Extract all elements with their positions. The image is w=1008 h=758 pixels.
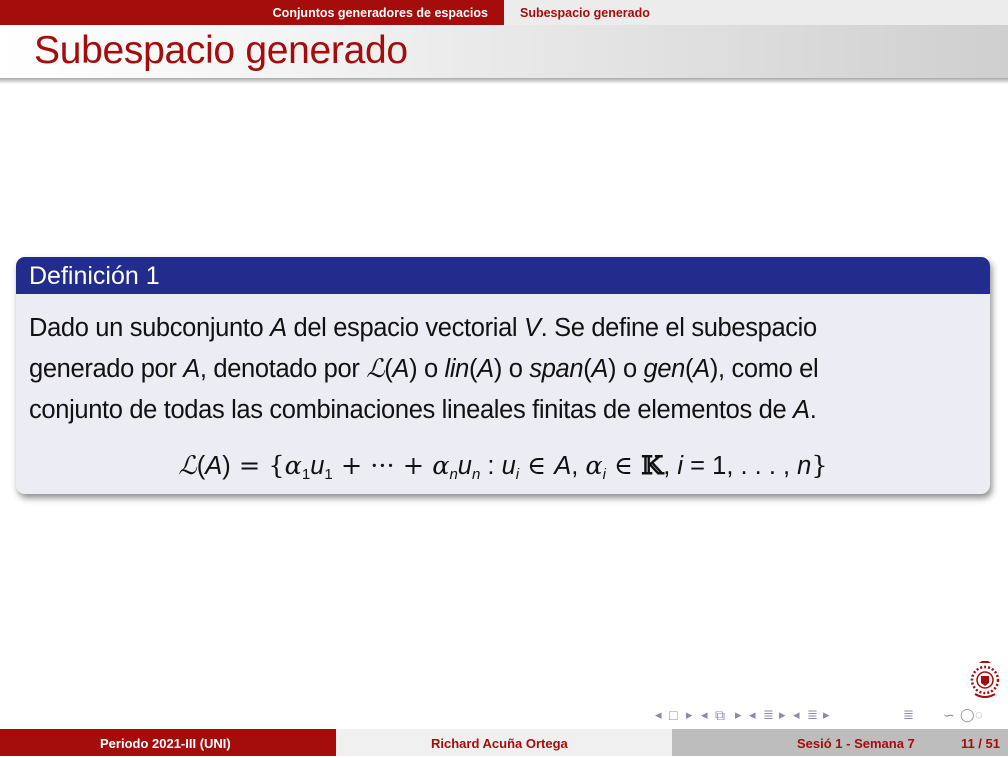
- section-icon[interactable]: ≣: [807, 707, 818, 722]
- university-seal-logo: [969, 661, 1001, 703]
- beamer-navigation-symbols: [655, 706, 1000, 724]
- page-number: 11 / 51: [960, 736, 1000, 751]
- frame-title: Subespacio generado: [34, 29, 408, 72]
- section-link[interactable]: Conjuntos generadores de espacios: [272, 6, 488, 20]
- footer-session: Sesió 1 - Semana 7: [797, 736, 915, 751]
- definition-title: Definición 1: [16, 257, 990, 294]
- align-icon[interactable]: ≣: [903, 707, 914, 722]
- nav-left-arrow-icon[interactable]: ◂: [793, 707, 800, 722]
- nav-right-arrow-icon[interactable]: ▸: [823, 707, 830, 722]
- subsection-link[interactable]: Subespacio generado: [520, 6, 650, 20]
- zoom-icon[interactable]: ◌: [975, 707, 983, 722]
- definition-body: [16, 294, 990, 431]
- nav-right-arrow-icon[interactable]: ▸: [779, 707, 786, 722]
- footer-author: Richard Acuña Ortega: [431, 736, 568, 751]
- span-formula: ℒ(A) = {α1u1 + ··· + αnun : ui ∈ A, αi ∈ 𝕂, i = 1, . . . , n}: [178, 451, 828, 483]
- footer: [0, 729, 1008, 756]
- frame-title-shadow: [0, 78, 1008, 84]
- footer-center: [336, 729, 672, 756]
- definition-line-1: Dado un subconjunto A del espacio vectorial V. Se define el subespacio: [29, 314, 817, 342]
- nav-right-arrow-icon[interactable]: ▸: [735, 707, 742, 722]
- section-icon[interactable]: ≣: [763, 707, 774, 722]
- footer-right: [672, 729, 1008, 756]
- definition-block: [16, 257, 990, 494]
- nav-left-arrow-icon[interactable]: ◂: [655, 707, 662, 722]
- frame-icon[interactable]: □: [669, 707, 678, 723]
- zoom-icon[interactable]: ◯: [960, 707, 975, 722]
- nav-right-arrow-icon[interactable]: ▸: [686, 707, 693, 722]
- top-navigation-bar: [0, 0, 1008, 25]
- nav-left-arrow-icon[interactable]: ◂: [749, 707, 756, 722]
- footer-period: Periodo 2021-III (UNI): [100, 736, 231, 751]
- footer-left: [0, 729, 336, 756]
- definition-line-3: conjunto de todas las combinaciones lineales finitas de elementos de A.: [29, 396, 817, 424]
- definition-line-2: generado por A, denotado por ℒ(A) o lin(A) o span(A) o gen(A), como el: [29, 354, 819, 384]
- subsection-icon[interactable]: ⧉: [715, 707, 725, 723]
- nav-left-arrow-icon[interactable]: ◂: [701, 707, 708, 722]
- search-icon[interactable]: ∽: [943, 707, 955, 723]
